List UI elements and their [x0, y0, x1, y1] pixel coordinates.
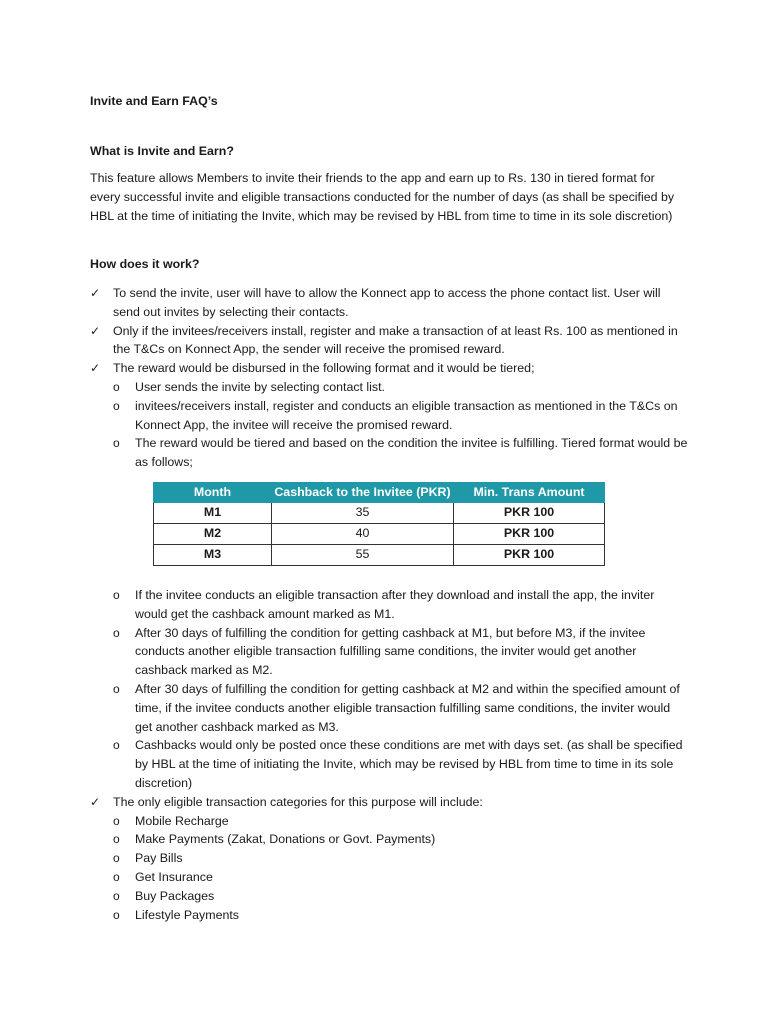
- circle-bullet-icon: o: [113, 398, 120, 413]
- category-item: [90, 906, 690, 925]
- question-how-heading: How does it work?: [90, 257, 200, 271]
- document-title: Invite and Earn FAQ’s: [90, 94, 218, 108]
- list-item: [90, 793, 690, 925]
- table-row: [154, 544, 605, 565]
- sub-list-item-text: User sends the invite by selecting contact list.: [135, 379, 385, 394]
- circle-bullet-icon: o: [113, 813, 120, 828]
- table-row: [154, 502, 605, 523]
- sub-list-item-text: invitees/receivers install, register and conducts an eligible transaction as mentioned in the T&Cs on Konnect App, the invitee will receive the promised reward.: [135, 398, 678, 432]
- circle-bullet-icon: o: [113, 738, 120, 753]
- category-text: Get Insurance: [135, 869, 213, 884]
- table-cell-month: M2: [154, 523, 272, 544]
- table-header-cell: Cashback to the Invitee (PKR): [272, 483, 454, 503]
- table-row: [154, 523, 605, 544]
- category-text: Pay Bills: [135, 851, 183, 866]
- checkmark-icon: ✓: [90, 361, 101, 376]
- table-cell-cashback: 35: [272, 502, 454, 523]
- circle-bullet-icon: o: [113, 907, 120, 922]
- circle-bullet-icon: o: [113, 588, 120, 602]
- checkmark-icon: ✓: [90, 794, 101, 809]
- circle-bullet-icon: o: [113, 832, 120, 847]
- question-what-is-answer: This feature allows Members to invite their friends to the app and earn up to Rs. 130 in tiered format for every successful invite and eligible transactions conducted for the number of days (as shall be specified by HBL at the time of initiating the Invite, which may be revised by HBL from time to time in its sole discretion): [90, 171, 675, 223]
- table-header-cell: Min. Trans Amount: [454, 483, 605, 503]
- table-cell-month: M1: [154, 502, 272, 523]
- tier-table: [153, 482, 605, 566]
- sub-list-item: [90, 397, 690, 435]
- category-text: Buy Packages: [135, 888, 215, 903]
- sub-list-item: [90, 378, 690, 397]
- category-text: Mobile Recharge: [135, 813, 229, 828]
- checkmark-icon: ✓: [90, 323, 101, 338]
- circle-bullet-icon: o: [113, 681, 120, 696]
- how-it-works-list: [90, 284, 690, 472]
- sub-list-item-text: After 30 days of fulfilling the condition for getting cashback at M2 and within the specified amount of time, if the invitee conducts another eligible transaction fulfilling same conditions, the inviter would get another cashback marked as M3.: [135, 681, 680, 734]
- sub-list-item-text: If the invitee conducts an eligible transaction after they download and install the app, the inviter would get the cashback amount marked as M1.: [135, 588, 655, 621]
- category-item: [90, 887, 690, 906]
- sub-list-item: [90, 736, 690, 792]
- table-header-cell: Month: [154, 483, 272, 503]
- table-header-row: [154, 483, 605, 503]
- list-item-text: The reward would be disbursed in the following format and it would be tiered;: [113, 361, 535, 376]
- category-item: [90, 812, 690, 831]
- category-item: [90, 849, 690, 868]
- categories-list: [90, 812, 690, 925]
- table-cell-cashback: 55: [272, 544, 454, 565]
- circle-bullet-icon: o: [113, 888, 120, 903]
- list-item-text: The only eligible transaction categories for this purpose will include:: [113, 794, 483, 809]
- tier-conditions-list: [90, 586, 690, 924]
- table-cell-min-amount: PKR 100: [454, 544, 605, 565]
- circle-bullet-icon: o: [113, 625, 120, 640]
- sub-list-item: [90, 586, 690, 624]
- table-cell-min-amount: PKR 100: [454, 502, 605, 523]
- circle-bullet-icon: o: [113, 436, 120, 451]
- sub-list-item-text: Cashbacks would only be posted once these conditions are met with days set. (as shall be specified by HBL at the time of initiating the Invite, which may be revised by HBL from time to time in its sole discretion): [135, 738, 683, 790]
- table-cell-min-amount: PKR 100: [454, 523, 605, 544]
- circle-bullet-icon: o: [113, 869, 120, 884]
- category-item: [90, 868, 690, 887]
- question-what-is-heading: What is Invite and Earn?: [90, 144, 234, 158]
- circle-bullet-icon: o: [113, 851, 120, 866]
- list-item-text: Only if the invitees/receivers install, register and make a transaction of at least Rs. 100 as mentioned in the T&Cs on Konnect App, the sender will receive the promised reward.: [113, 323, 678, 357]
- category-text: Make Payments (Zakat, Donations or Govt. Payments): [135, 832, 436, 847]
- sub-list-item: [90, 624, 690, 680]
- sub-list-item-text: The reward would be tiered and based on the condition the invitee is fulfilling. Tiered format would be as follows;: [135, 436, 688, 470]
- list-item: [90, 284, 690, 322]
- table-cell-month: M3: [154, 544, 272, 565]
- sub-list-item: [90, 680, 690, 736]
- list-item: [90, 359, 690, 472]
- sub-list-item-text: After 30 days of fulfilling the condition for getting cashback at M1, but before M3, if the invitee conducts another eligible transaction fulfilling same conditions, the inviter would get another cashback marked as M2.: [135, 625, 646, 678]
- category-text: Lifestyle Payments: [135, 907, 239, 922]
- table-cell-cashback: 40: [272, 523, 454, 544]
- sub-list-item: [90, 434, 690, 472]
- list-item: [90, 322, 690, 360]
- checkmark-icon: ✓: [90, 286, 101, 300]
- list-item-text: To send the invite, user will have to allow the Konnect app to access the phone contact list. User will send out invites by selecting their contacts.: [113, 286, 661, 319]
- category-item: [90, 830, 690, 849]
- sub-list: [90, 378, 690, 472]
- circle-bullet-icon: o: [113, 379, 120, 394]
